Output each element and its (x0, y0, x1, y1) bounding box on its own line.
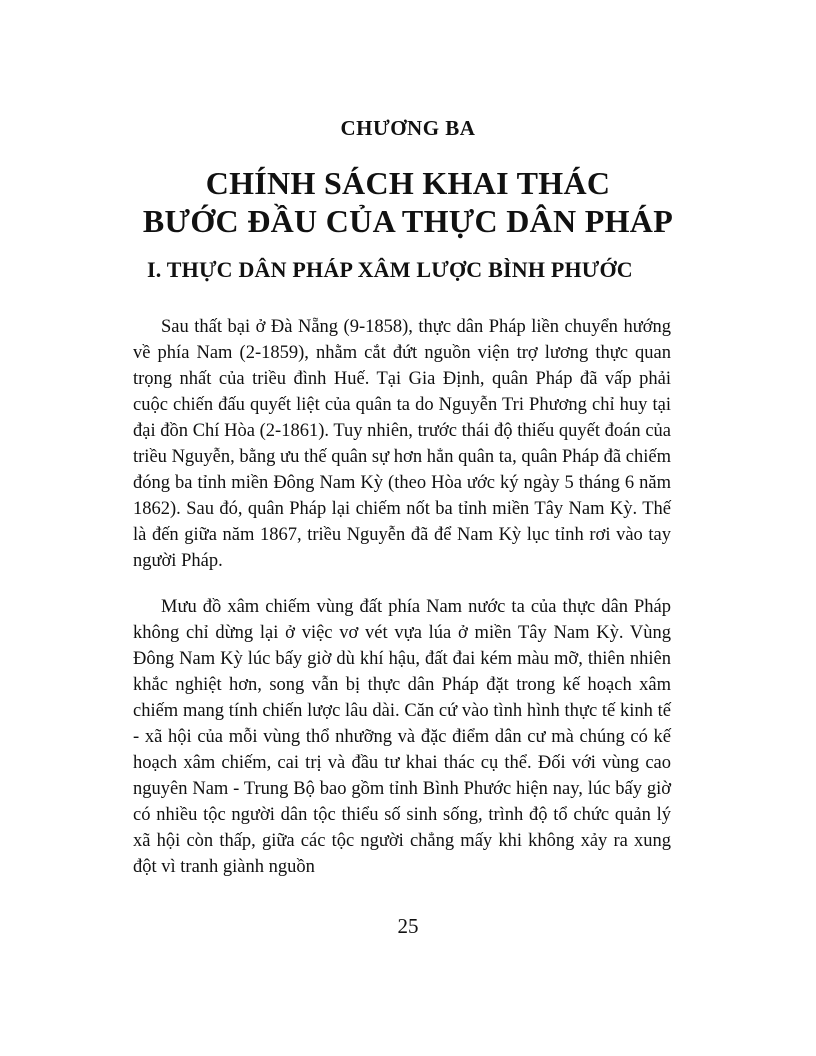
chapter-title-line-2: BƯỚC ĐẦU CỦA THỰC DÂN PHÁP (142, 203, 674, 239)
body-paragraph-1 (133, 314, 671, 574)
page-number: 25 (397, 914, 419, 938)
paragraph-text: Mưu đồ xâm chiếm vùng đất phía Nam nước ta của thực dân Pháp không chỉ dừng lại ở việc vơ vét vựa lúa ở miền Tây Nam Kỳ. Vùng Đông Nam Kỳ lúc bấy giờ dù khí hậu, đất đai kém màu mỡ, thiên nhiên khắc nghiệt hơn, song vẫn bị thực dân Pháp đặt trong kế hoạch xâm chiếm mang tính chiến lược lâu dài. Căn cứ vào tình hình thực tế kinh tế - xã hội của mỗi vùng thổ nhưỡng và đặc điểm dân cư mà chúng có kế hoạch xâm chiếm, cai trị và đầu tư khai thác cụ thể. Đối với vùng cao nguyên Nam - Trung Bộ bao gồm tỉnh Bình Phước hiện nay, lúc bấy giờ có nhiều tộc người dân tộc thiểu số sinh sống, trình độ tổ chức quản lý xã hội còn thấp, giữa các tộc người chẳng mấy khi không xảy ra xung đột vì tranh giành nguồn (133, 597, 671, 877)
section-heading: I. THỰC DÂN PHÁP XÂM LƯỢC BÌNH PHƯỚC (147, 257, 633, 282)
chapter-title (0, 164, 816, 240)
paragraph-text: Sau thất bại ở Đà Nẵng (9-1858), thực dân Pháp liền chuyển hướng về phía Nam (2-1859), nhằm cắt đứt nguồn viện trợ lương thực quan trọng nhất của triều đình Huế. Tại Gia Định, quân Pháp đã vấp phải cuộc chiến đấu quyết liệt của quân ta do Nguyễn Tri Phương chỉ huy tại đại đồn Chí Hòa (2-1861). Tuy nhiên, trước thái độ thiếu quyết đoán của triều Nguyễn, bằng ưu thế quân sự hơn hẳn quân ta, quân Pháp đã chiếm đóng ba tỉnh miền Đông Nam Kỳ (theo Hòa ước ký ngày 5 tháng 6 năm 1862). Sau đó, quân Pháp lại chiếm nốt ba tỉnh miền Tây Nam Kỳ. Thế là đến giữa năm 1867, triều Nguyễn đã để Nam Kỳ lục tỉnh rơi vào tay người Pháp. (133, 317, 671, 571)
chapter-label: CHƯƠNG BA (340, 116, 476, 140)
body-paragraph-2 (133, 594, 671, 880)
chapter-title-line-1: CHÍNH SÁCH KHAI THÁC (205, 165, 611, 201)
